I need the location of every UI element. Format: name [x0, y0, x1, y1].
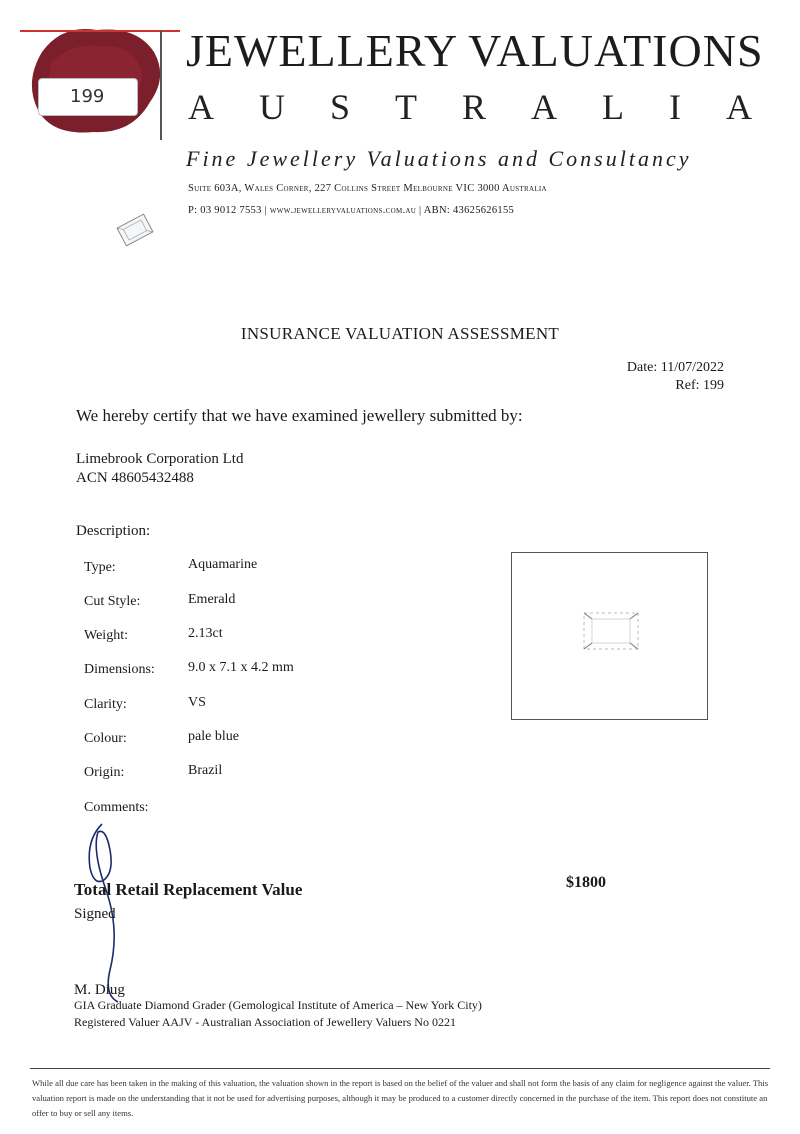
signer-name: M. Diug: [74, 982, 125, 998]
field-label-clarity: Clarity:: [84, 697, 127, 712]
tagline: Fine Jewellery Valuations and Consultancy: [186, 146, 692, 171]
client-block: [76, 450, 243, 488]
field-value-colour: pale blue: [188, 729, 239, 744]
document-ref: Ref: 199: [675, 378, 724, 393]
field-label-origin: Origin:: [84, 765, 125, 780]
comments-label: Comments:: [84, 800, 149, 815]
field-value-cut-style: Emerald: [188, 592, 236, 607]
gem-outline-icon: [512, 553, 707, 719]
field-value-clarity: VS: [188, 695, 206, 710]
signed-label: Signed: [74, 906, 116, 922]
total-value-label: Total Retail Replacement Value: [74, 880, 303, 899]
field-label-type: Type:: [84, 560, 116, 575]
field-label-cut-style: Cut Style:: [84, 594, 141, 609]
company-contact: P: 03 9012 7553 | www.jewelleryvaluations.com.au | ABN: 43625626155: [188, 205, 515, 216]
signature-icon: [80, 820, 140, 1005]
seal-thread: [20, 30, 180, 32]
field-value-origin: Brazil: [188, 763, 223, 778]
field-value-type: Aquamarine: [188, 557, 258, 572]
company-address: Suite 603A, Wales Corner, 227 Collins Street Melbourne VIC 3000 Australia: [188, 183, 547, 194]
document-title: INSURANCE VALUATION ASSESSMENT: [240, 324, 560, 343]
brand-name: JEWELLERY VALUATIONS: [186, 25, 764, 76]
signer-credential-gia: GIA Graduate Diamond Grader (Gemological Institute of America – New York City): [74, 998, 482, 1012]
signer-credential-aajv: Registered Valuer AAJV - Australian Association of Jewellery Valuers No 0221: [74, 1015, 456, 1029]
field-label-dimensions: Dimensions:: [84, 662, 155, 677]
field-label-colour: Colour:: [84, 731, 127, 746]
gem-photo-icon: [110, 205, 160, 255]
brand-country: AUSTRALIA: [188, 87, 797, 127]
description-heading: Description:: [76, 523, 151, 539]
field-label-weight: Weight:: [84, 628, 128, 643]
footer-disclaimer: While all due care has been taken in the making of this valuation, the valuation shown in the report is based on the belief of the valuer and shall not form the basis of any claim for negligence against the valuer. This valuation report is made on the understanding that it not be used for advertising purposes, although it may be produced to a customer directly concerned in the purchase of the item. This report does not constitute an offer to buy or sell any items.: [32, 1078, 769, 1118]
field-value-dimensions: 9.0 x 7.1 x 4.2 mm: [188, 660, 294, 675]
gem-photo-frame: [511, 552, 708, 720]
header-divider: [160, 30, 162, 140]
client-name: Limebrook Corporation Ltd: [76, 451, 244, 467]
seal-number: 199: [70, 86, 105, 107]
footer-divider: [30, 1068, 770, 1069]
client-acn: ACN 48605432488: [76, 470, 194, 486]
certify-statement: We hereby certify that we have examined jewellery submitted by:: [76, 406, 523, 425]
document-date: Date: 11/07/2022: [626, 360, 724, 375]
total-value-amount: $1800: [566, 874, 606, 891]
field-value-weight: 2.13ct: [188, 626, 223, 641]
